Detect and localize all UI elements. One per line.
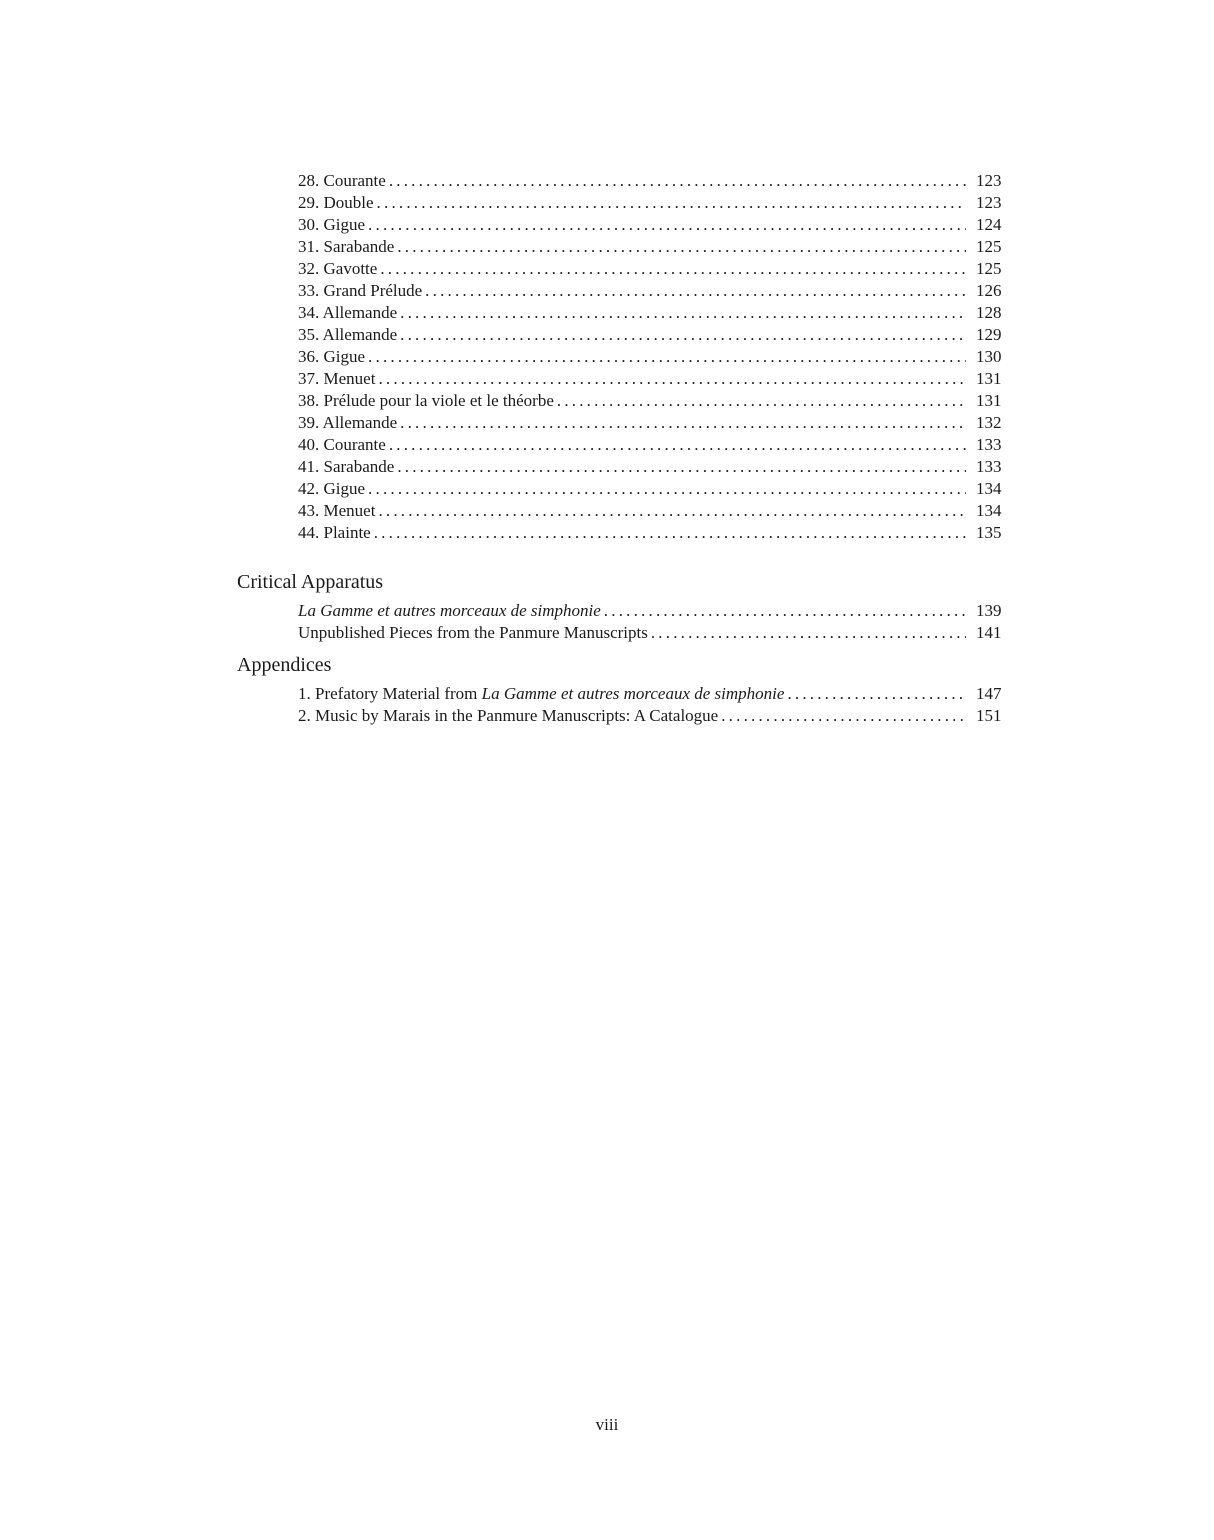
toc-entry-label <box>298 170 386 192</box>
toc-entry <box>298 600 1008 622</box>
toc-entry-label <box>298 622 648 644</box>
dot-leader <box>368 478 966 500</box>
toc-entry-label-text: 28. Courante <box>298 171 386 190</box>
toc-entry-label-text: 29. Double <box>298 193 374 212</box>
toc-entry-label <box>298 478 365 500</box>
toc-entry-label-text: 32. Gavotte <box>298 259 378 278</box>
dot-leader <box>389 170 966 192</box>
toc-entry-label-text: 37. Menuet <box>298 369 376 388</box>
toc-entry <box>298 434 1008 456</box>
toc-entry-page-number: 151 <box>976 706 1002 725</box>
toc-entry-page-number: 125 <box>976 237 1002 256</box>
page-footer <box>0 1414 1214 1436</box>
toc-section-items <box>298 600 1008 644</box>
dot-leader <box>604 600 966 622</box>
dot-leader <box>557 390 966 412</box>
toc-entry <box>298 324 1008 346</box>
dot-leader <box>380 258 966 280</box>
toc-entry-page-number: 141 <box>976 623 1002 642</box>
toc-entry <box>298 280 1008 302</box>
toc-entry <box>298 302 1008 324</box>
dot-leader <box>374 522 966 544</box>
toc-entry-label-text: 44. Plainte <box>298 523 371 542</box>
toc-entry <box>298 346 1008 368</box>
dot-leader <box>397 456 966 478</box>
toc-entry-label-text: Unpublished Pieces from the Panmure Manuscripts <box>298 623 648 642</box>
toc-entry-page-number: 131 <box>976 391 1002 410</box>
toc-entry-page-number: 125 <box>976 259 1002 278</box>
toc-sections <box>237 570 1008 727</box>
toc-entry-label <box>298 434 386 456</box>
toc-entry-label-text: 30. Gigue <box>298 215 366 234</box>
toc-entry-label-text: 31. Sarabande <box>298 237 395 256</box>
toc-entry-label <box>298 522 371 544</box>
toc-entry-label <box>298 192 374 214</box>
toc-entry <box>298 214 1008 236</box>
toc-entry <box>298 456 1008 478</box>
dot-leader <box>400 302 966 324</box>
toc-section-items <box>298 683 1008 727</box>
toc-entry-page-number: 147 <box>976 684 1002 703</box>
dot-leader <box>787 683 966 705</box>
toc-entry-label <box>298 705 718 727</box>
toc-entry-label-text: 35. Allemande <box>298 325 398 344</box>
toc-entry-page-number: 123 <box>976 171 1002 190</box>
toc-entry-label-text: 42. Gigue <box>298 479 366 498</box>
toc-entry-label <box>298 214 365 236</box>
toc-entry <box>298 390 1008 412</box>
toc-entry-label <box>298 368 375 390</box>
toc-entry-label-text: 2. Music by Marais in the Panmure Manuscripts: A Catalogue <box>298 706 719 725</box>
toc-section <box>237 570 1008 644</box>
toc-entry-label-italic: La Gamme et autres morceaux de simphonie <box>298 601 601 620</box>
toc-entry <box>298 622 1008 644</box>
toc-entry-page-number: 133 <box>976 435 1002 454</box>
toc-entry-label <box>298 600 601 622</box>
toc-entry <box>298 705 1008 727</box>
toc-entry <box>298 368 1008 390</box>
toc-entry-page-number: 132 <box>976 413 1002 432</box>
toc-entry <box>298 258 1008 280</box>
toc-section-heading: Critical Apparatus <box>237 571 384 593</box>
toc-entry-page-number: 135 <box>976 523 1002 542</box>
toc-entry-label-text: 36. Gigue <box>298 347 366 366</box>
toc-entry-label <box>298 500 375 522</box>
toc-section <box>237 653 1008 727</box>
toc-entry-label <box>298 683 784 705</box>
toc-entry-label-text: 41. Sarabande <box>298 457 395 476</box>
dot-leader <box>721 705 966 727</box>
toc-entry-page-number: 128 <box>976 303 1002 322</box>
toc-entry <box>298 500 1008 522</box>
toc-entry-page-number: 129 <box>976 325 1002 344</box>
dot-leader <box>400 324 966 346</box>
toc-entry-label-text: 40. Courante <box>298 435 386 454</box>
toc-entry-label-italic: La Gamme et autres morceaux de simphonie <box>481 684 785 703</box>
toc-entry <box>298 683 1008 705</box>
toc-entry-label <box>298 302 397 324</box>
dot-leader <box>368 214 966 236</box>
dot-leader <box>377 192 966 214</box>
folio-page-number: viii <box>595 1415 619 1434</box>
dot-leader <box>400 412 966 434</box>
toc-content <box>237 170 1008 727</box>
toc-entry-page-number: 123 <box>976 193 1002 212</box>
toc-entry-page-number: 134 <box>976 501 1002 520</box>
dot-leader <box>378 368 966 390</box>
dot-leader <box>425 280 966 302</box>
toc-entry <box>298 192 1008 214</box>
toc-entry-page-number: 131 <box>976 369 1002 388</box>
toc-entry-page-number: 139 <box>976 601 1002 620</box>
dot-leader <box>651 622 966 644</box>
toc-entry <box>298 478 1008 500</box>
toc-entry <box>298 412 1008 434</box>
toc-entry-label-text: 43. Menuet <box>298 501 376 520</box>
toc-entry-label <box>298 236 394 258</box>
toc-section-heading: Appendices <box>237 654 332 676</box>
toc-entry <box>298 170 1008 192</box>
toc-entry-label-text: 33. Grand Prélude <box>298 281 423 300</box>
toc-entry-label <box>298 280 422 302</box>
toc-entry-page-number: 133 <box>976 457 1002 476</box>
dot-leader <box>378 500 966 522</box>
dot-leader <box>397 236 966 258</box>
toc-entry-page-number: 134 <box>976 479 1002 498</box>
toc-entry-label <box>298 390 554 412</box>
toc-entry-label <box>298 456 394 478</box>
toc-entry-label <box>298 258 377 280</box>
dot-leader <box>389 434 966 456</box>
toc-entry-label <box>298 324 397 346</box>
toc-entry-label-text: 34. Allemande <box>298 303 398 322</box>
toc-entry-page-number: 124 <box>976 215 1002 234</box>
toc-entry-page-number: 130 <box>976 347 1002 366</box>
toc-entry-label-text: 38. Prélude pour la viole et le théorbe <box>298 391 554 410</box>
toc-entry-label <box>298 346 365 368</box>
toc-entry-label <box>298 412 397 434</box>
dot-leader <box>368 346 966 368</box>
toc-entry <box>298 522 1008 544</box>
toc-entry-label-text: 39. Allemande <box>298 413 398 432</box>
toc-entry-page-number: 126 <box>976 281 1002 300</box>
toc-entry <box>298 236 1008 258</box>
toc-entry-label-text: 1. Prefatory Material from <box>298 684 482 703</box>
toc-entry-list <box>298 170 1008 544</box>
